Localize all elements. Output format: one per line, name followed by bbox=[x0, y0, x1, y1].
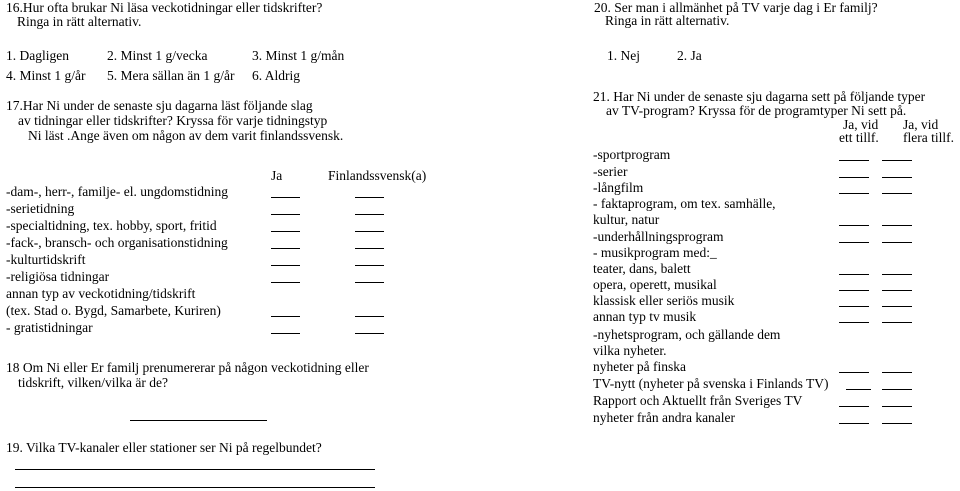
q17-item-fack: -fack-, bransch- och organisationstidning bbox=[6, 235, 228, 250]
q21-sport-several-blank[interactable] bbox=[882, 160, 912, 161]
q21-item-teater: teater, dans, balett bbox=[593, 261, 691, 276]
q21-serier-several-blank[interactable] bbox=[882, 177, 912, 178]
q17-question-line1: 17.Har Ni under de senaste sju dagarna läst följande slag bbox=[6, 98, 313, 113]
q16-option-3[interactable]: 3. Minst 1 g/mån bbox=[252, 48, 345, 63]
q21-rapport-several-blank[interactable] bbox=[882, 406, 912, 407]
q16-option-4[interactable]: 4. Minst 1 g/år bbox=[6, 68, 86, 83]
q17-kultur-fi-blank[interactable] bbox=[355, 265, 384, 266]
q21-item-fakta: - faktaprogram, om tex. samhälle, bbox=[593, 196, 776, 211]
q21-item-tv-nytt: TV-nytt (nyheter på svenska i Finlands TV) bbox=[593, 376, 829, 391]
q21-item-underhallning: -underhållningsprogram bbox=[593, 229, 724, 244]
q21-finska-one-blank[interactable] bbox=[839, 372, 869, 373]
q17-religiosa-fi-blank[interactable] bbox=[355, 282, 384, 283]
q16-instruction: Ringa in rätt alternativ. bbox=[17, 14, 142, 29]
q21-underhallning-several-blank[interactable] bbox=[882, 242, 912, 243]
q17-special-fi-blank[interactable] bbox=[355, 231, 384, 232]
q19-answer-line-1[interactable] bbox=[15, 469, 375, 470]
q20-instruction: Ringa in rätt alternativ. bbox=[605, 13, 730, 28]
q21-langfilm-one-blank[interactable] bbox=[839, 193, 869, 194]
q21-klassisk-one-blank[interactable] bbox=[839, 306, 869, 307]
q20-question: 20. Ser man i allmänhet på TV varje dag i Er familj? bbox=[594, 0, 878, 15]
q18-question-line2: tidskrift, vilken/vilka är de? bbox=[18, 375, 168, 390]
q21-andra-one-blank[interactable] bbox=[839, 423, 869, 424]
q21-rapport-one-blank[interactable] bbox=[839, 406, 869, 407]
q17-serie-fi-blank[interactable] bbox=[355, 214, 384, 215]
q21-item-andra-kanaler: nyheter från andra kanaler bbox=[593, 410, 736, 425]
q17-item-gratis: - gratistidningar bbox=[6, 320, 93, 335]
q16-question: 16.Hur ofta brukar Ni läsa veckotidningar eller tidskrifter? bbox=[6, 0, 323, 15]
q21-sport-one-blank[interactable] bbox=[839, 160, 869, 161]
q21-item-serier: -serier bbox=[593, 164, 628, 179]
q21-item-musik: - musikprogram med:_ bbox=[593, 245, 717, 260]
q21-item-langfilm: -långfilm bbox=[593, 180, 644, 195]
q17-column-ja: Ja bbox=[271, 168, 283, 183]
q17-item-special: -specialtidning, tex. hobby, sport, fritid bbox=[6, 218, 217, 233]
q21-item-nyheter-finska: nyheter på finska bbox=[593, 359, 686, 374]
q21-column-several-times-line2: flera tillf. bbox=[903, 130, 954, 145]
q21-underhallning-one-blank[interactable] bbox=[839, 242, 869, 243]
q17-fack-ja-blank[interactable] bbox=[271, 248, 300, 249]
q20-option-nej[interactable]: 1. Nej bbox=[607, 48, 640, 63]
q21-fakta-one-blank[interactable] bbox=[839, 225, 869, 226]
q21-andra-several-blank[interactable] bbox=[882, 423, 912, 424]
q17-religiosa-ja-blank[interactable] bbox=[271, 282, 300, 283]
q17-question-line2: av tidningar eller tidskrifter? Kryssa för varje tidningstyp bbox=[18, 113, 328, 128]
q21-column-several-times-line1: Ja, vid bbox=[903, 117, 939, 132]
q21-item-klassisk: klassisk eller seriös musik bbox=[593, 293, 735, 308]
q21-serier-one-blank[interactable] bbox=[839, 177, 869, 178]
q21-item-sport: -sportprogram bbox=[593, 147, 671, 162]
q17-column-finlandssvensk: Finlandssvensk(a) bbox=[328, 168, 427, 183]
q17-special-ja-blank[interactable] bbox=[271, 231, 300, 232]
q18-answer-line[interactable] bbox=[130, 420, 267, 421]
q21-teater-one-blank[interactable] bbox=[839, 274, 869, 275]
q21-opera-several-blank[interactable] bbox=[882, 290, 912, 291]
q16-option-1[interactable]: 1. Dagligen bbox=[6, 48, 69, 63]
q16-option-2[interactable]: 2. Minst 1 g/vecka bbox=[107, 48, 208, 63]
q17-item-annan-example: (tex. Stad o. Bygd, Samarbete, Kuriren) bbox=[6, 303, 221, 318]
q21-fakta-several-blank[interactable] bbox=[882, 225, 912, 226]
q21-item-fakta-cont: kultur, natur bbox=[593, 212, 660, 227]
q16-option-6[interactable]: 6. Aldrig bbox=[252, 68, 301, 83]
q17-fack-fi-blank[interactable] bbox=[355, 248, 384, 249]
q21-question: 21. Har Ni under de senaste sju dagarna sett på följande typer bbox=[593, 89, 926, 104]
q17-item-kultur: -kulturtidskrift bbox=[6, 252, 86, 267]
q21-tv-nytt-several-blank[interactable] bbox=[882, 389, 912, 390]
q19-question: 19. Vilka TV-kanaler eller stationer ser Ni på regelbundet? bbox=[6, 440, 322, 455]
q21-opera-one-blank[interactable] bbox=[839, 290, 869, 291]
q17-item-serie: -serietidning bbox=[6, 201, 75, 216]
q17-dam-fi-blank[interactable] bbox=[355, 197, 384, 198]
q17-item-annan: annan typ av veckotidning/tidskrift bbox=[6, 286, 196, 301]
q17-item-dam: -dam-, herr-, familje- el. ungdomstidning bbox=[6, 184, 229, 199]
q17-question-line3: Ni läst .Ange även om någon av dem varit finlandssvensk. bbox=[28, 128, 344, 143]
q17-kultur-ja-blank[interactable] bbox=[271, 265, 300, 266]
q17-gratis-ja-blank[interactable] bbox=[271, 333, 300, 334]
q21-teater-several-blank[interactable] bbox=[882, 274, 912, 275]
q19-answer-line-2[interactable] bbox=[15, 487, 375, 488]
q21-item-rapport: Rapport och Aktuellt från Sveriges TV bbox=[593, 393, 803, 408]
q21-item-nyheter: -nyhetsprogram, och gällande dem bbox=[593, 327, 781, 342]
q17-serie-ja-blank[interactable] bbox=[271, 214, 300, 215]
q21-question-line2: av TV-program? Kryssa för de programtyper Ni sett på. bbox=[606, 103, 907, 118]
q21-klassisk-several-blank[interactable] bbox=[882, 306, 912, 307]
q21-item-opera: opera, operett, musikal bbox=[593, 277, 717, 292]
q17-gratis-fi-blank[interactable] bbox=[355, 333, 384, 334]
q17-annan-fi-blank[interactable] bbox=[355, 316, 384, 317]
q21-column-one-time-line2: ett tillf. bbox=[839, 130, 879, 145]
q16-option-5[interactable]: 5. Mera sällan än 1 g/år bbox=[107, 68, 235, 83]
q17-annan-ja-blank[interactable] bbox=[271, 316, 300, 317]
q21-item-nyheter-cont: vilka nyheter. bbox=[593, 343, 667, 358]
q21-column-one-time-line1: Ja, vid bbox=[843, 117, 879, 132]
q21-langfilm-several-blank[interactable] bbox=[882, 193, 912, 194]
q21-finska-several-blank[interactable] bbox=[882, 372, 912, 373]
q21-annan-musik-one-blank[interactable] bbox=[839, 322, 869, 323]
q21-annan-musik-several-blank[interactable] bbox=[882, 322, 912, 323]
q21-item-annan-musik: annan typ tv musik bbox=[593, 309, 697, 324]
q18-question: 18 Om Ni eller Er familj prenumererar på någon veckotidning eller bbox=[6, 360, 369, 375]
q17-dam-ja-blank[interactable] bbox=[271, 197, 300, 198]
q21-tv-nytt-one-blank[interactable] bbox=[846, 389, 871, 390]
q20-option-ja[interactable]: 2. Ja bbox=[677, 48, 702, 63]
q17-item-religiosa: -religiösa tidningar bbox=[6, 269, 110, 284]
